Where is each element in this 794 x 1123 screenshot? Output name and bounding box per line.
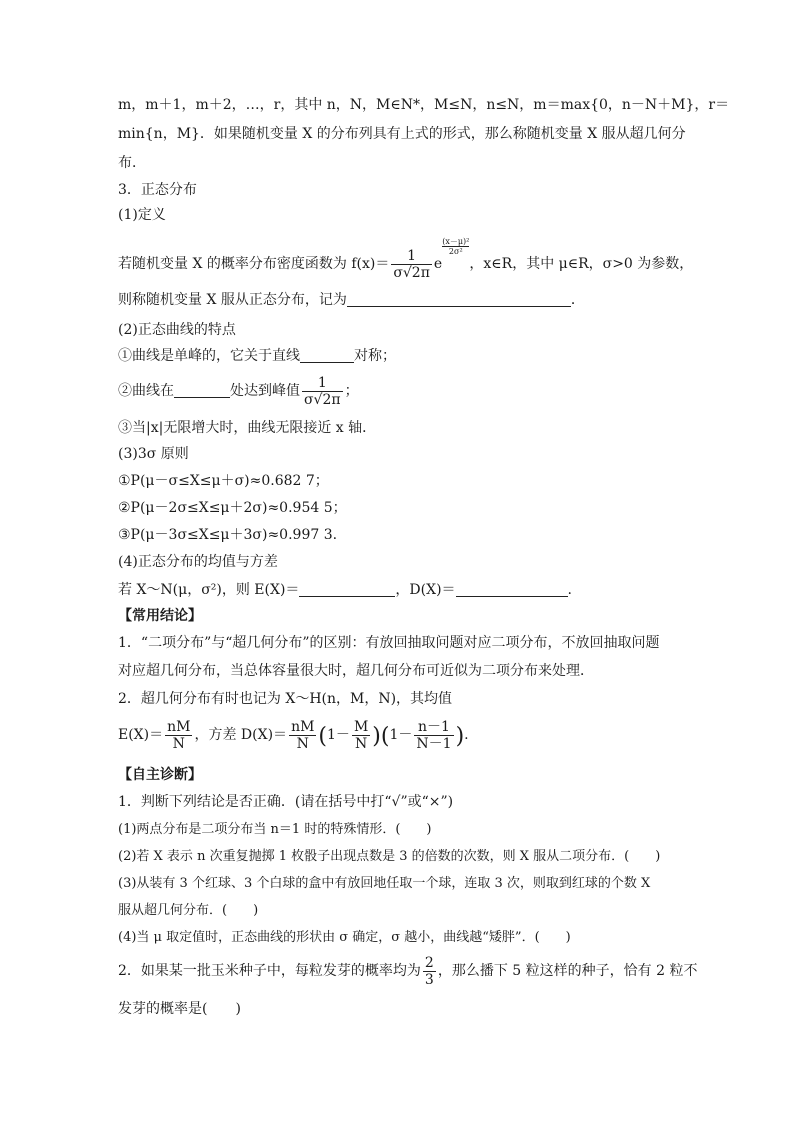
text-span: 处达到峰值 [230, 383, 300, 399]
text-line: min{n，M}．如果随机变量 X 的分布列具有上式的形式，那么称随机变量 X 服从超几何分 [118, 126, 686, 142]
exponent-fraction [442, 237, 469, 256]
question-line [118, 952, 697, 990]
text-span: ，那么播下 5 粒这样的种子，恰有 2 粒不 [437, 963, 698, 979]
text-span: 2．如果某一批玉米种子中，每粒发芽的概率均为 [118, 963, 421, 979]
text-span: 对称； [354, 348, 396, 364]
text-line: m，m＋1，m＋2，…，r，其中 n，N，M∈N*，M≤N，n≤N，m＝max{0，n－N＋M}，r＝ [118, 97, 730, 113]
fraction [423, 955, 436, 988]
exp-base: e [433, 256, 443, 272]
text-line: ②P(μ－2σ≤X≤μ＋2σ)≈0.954 5； [118, 500, 347, 516]
fill-blank[interactable] [174, 383, 230, 398]
text-line [118, 580, 572, 600]
fraction-numerator: 1 [317, 374, 327, 391]
text-line: ③P(μ－3σ≤X≤μ＋3σ)≈0.997 3. [118, 527, 338, 543]
exponent-denominator: 2σ² [442, 246, 469, 256]
paren-right: ) [372, 724, 381, 749]
text-span: . [464, 727, 469, 743]
text-span: ②曲线在 [118, 383, 174, 399]
text-span: ，x∈R，其中 μ∈R，σ>0 为参数， [469, 256, 694, 272]
paren-right: ) [455, 724, 465, 749]
paren-left: ( [380, 724, 390, 749]
question-line: (3)从装有 3 个红球、3 个白球的盒中有放回地任取一个球，连取 3 次，则取到红球的个数 X [118, 876, 651, 891]
fraction [391, 248, 432, 281]
section-heading: 3．正态分布 [118, 182, 197, 198]
text-line: ③当|x|无限增大时，曲线无限接近 x 轴． [118, 420, 377, 436]
fraction-denominator: σ√2π [393, 264, 430, 281]
fill-blank[interactable] [300, 348, 354, 363]
density-definition-line [118, 237, 693, 286]
text-span: . [567, 582, 572, 598]
fraction-denominator: N [165, 735, 192, 752]
fill-blank[interactable] [456, 582, 568, 597]
question-line: 发芽的概率是( ) [118, 1001, 241, 1017]
text-span: 1－ [327, 727, 350, 743]
section-heading: 【自主诊断】 [118, 767, 202, 783]
formula-line [118, 714, 469, 758]
fraction [289, 719, 316, 752]
text-line [118, 346, 396, 366]
section-heading: 【常用结论】 [118, 608, 202, 624]
subsection-heading: (1)定义 [118, 207, 166, 223]
fraction-denominator: N－1 [416, 735, 452, 752]
fraction-denominator: 3 [424, 971, 434, 988]
fraction [165, 719, 192, 752]
text-span: 1－ [389, 727, 413, 743]
question-line: 服从超几何分布．( ) [118, 903, 259, 918]
text-span: ①曲线是单峰的，它关于直线 [118, 348, 300, 364]
question-line: (2)若 X 表示 n 次重复抛掷 1 枚骰子出现点数是 3 的倍数的次数，则 X 服从二项分布．( ) [118, 849, 661, 864]
exponent-numerator: (x－μ)² [442, 237, 470, 246]
text-span: ，D(X)＝ [395, 582, 456, 598]
text-span: E(X)＝ [118, 727, 164, 743]
text-line: 2．超几何分布有时也记为 X～H(n，M，N)，其均值 [118, 691, 453, 707]
fraction-numerator: 2 [424, 954, 434, 971]
question-line: 1．判断下列结论是否正确．(请在括号中打“√”或“×”) [118, 794, 454, 810]
fraction-numerator: M [353, 718, 369, 735]
fill-blank[interactable] [299, 582, 395, 597]
text-span: 则称随机变量 X 服从正态分布，记为 [118, 292, 347, 308]
text-line: ①P(μ－σ≤X≤μ＋σ)≈0.682 7； [118, 473, 329, 489]
fraction-denominator: N [352, 735, 370, 752]
text-line: 布． [118, 155, 146, 171]
fraction-numerator: nM [167, 718, 191, 735]
fraction-numerator: 1 [407, 247, 417, 264]
text-line [118, 290, 585, 310]
fraction-denominator: N [289, 735, 316, 752]
paren-left: ( [318, 724, 328, 749]
fraction [352, 719, 370, 752]
text-span: 若 X～N(μ，σ²)，则 E(X)＝ [118, 582, 300, 598]
question-line: (4)当 μ 取定值时，正态曲线的形状由 σ 确定，σ 越小，曲线越“矮胖”．( ) [118, 930, 571, 945]
fraction-denominator: σ√2π [304, 391, 341, 408]
fraction-numerator: nM [291, 718, 315, 735]
text-span: ． [570, 292, 585, 308]
text-span: ，方差 D(X)＝ [194, 727, 288, 743]
fraction [302, 375, 343, 408]
text-line: 对应超几何分布，当总体容量很大时，超几何分布可近似为二项分布来处理． [118, 663, 594, 679]
subsection-heading: (3)3σ 原则 [118, 446, 189, 462]
fill-blank[interactable] [347, 292, 571, 307]
text-line: 1．“二项分布”与“超几何分布”的区别：有放回抽取问题对应二项分布，不放回抽取问题 [118, 635, 660, 651]
subsection-heading: (4)正态分布的均值与方差 [118, 554, 278, 570]
subsection-heading: (2)正态曲线的特点 [118, 322, 236, 338]
question-line: (1)两点分布是二项分布当 n＝1 时的特殊情形．( ) [118, 822, 432, 837]
fraction [414, 719, 453, 752]
fraction-numerator: n－1 [418, 718, 450, 735]
text-span: 若随机变量 X 的概率分布密度函数为 f(x)＝ [118, 256, 390, 272]
text-line [118, 372, 359, 410]
text-span: ； [344, 383, 359, 399]
